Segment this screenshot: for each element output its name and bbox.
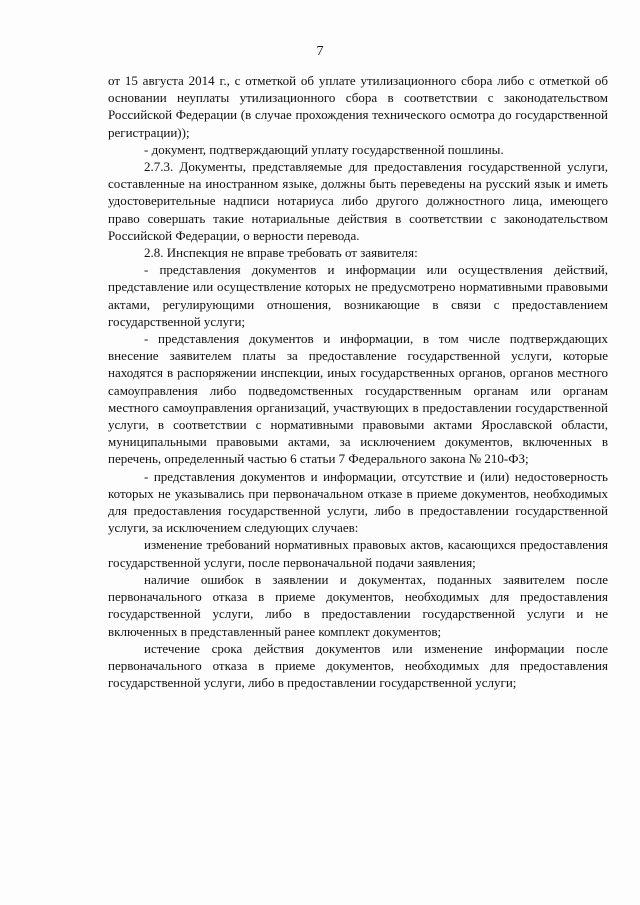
paragraph-case-regulation-change: изменение требований нормативных правовых актов, касающихся предоставления государственной услуги, после первоначальной подачи заявления; [108,537,608,570]
page-number: 7 [316,44,324,59]
paragraph-not-indicated-at-refusal: - представления документов и информации, отсутствие и (или) недостоверность которых не указывались при первоначальном отказе в приеме документов, необходимых для предоставления государственной услуги, либо в предоставлении государственной услуги, за исключением следующих случаев: [108,468,608,536]
paragraph-foreign-language-documents: 2.7.3. Документы, представляемые для предоставления государственной услуги, составленные на иностранном языке, должны быть переведены на русский язык и иметь удостоверительные надписи нотариуса либо другого должностного лица, имеющего право совершать такие нотариальные действия в соответствии с законодательством Российской Федерации, о верности перевода. [108,159,608,243]
paragraph-case-errors-in-application: наличие ошибок в заявлении и документах, поданных заявителем после первоначального отказа в приеме документов, необходимых для предоставления государственной услуги, либо в предоставлении государственной услуги и не включенных в представленный ранее комплект документов; [108,571,608,639]
document-body [108,72,608,691]
paragraph-documents-held-by-authorities: - представления документов и информации, в том числе подтверждающих внесение заявителем платы за предоставление государственной услуги, которые находятся в распоряжении инспекции, иных государственных органов, органов местного самоуправления либо подведомственных государственным органам или органам местного самоуправления организаций, участвующих в предоставлении государственной услуги, в соответствии с нормативными правовыми актами Ярославской области, муниципальными правовыми актами, за исключением документов, включенных в перечень, определенный частью 6 статьи 7 Федерального закона № 210-ФЗ; [108,331,608,467]
paragraph-case-document-expiry: истечение срока действия документов или изменение информации после первоначального отказа в приеме документов, необходимых для предоставления государственной услуги, либо в предоставлении государственной услуги; [108,640,608,691]
paragraph-vehicle-inspection-note: от 15 августа 2014 г., с отметкой об уплате утилизационного сбора либо с отметкой об основании неуплаты утилизационного сбора в соответствии с законодательством Российской Федерации (в случае прохождения технического осмотра до государственной регистрации)); [108,73,608,140]
paragraph-not-required-by-regulations: - представления документов и информации или осуществления действий, представление или осуществление которых не предусмотрено нормативными правовыми актами, регулирующими отношения, возникающие в связи с предоставлением государственной услуги; [108,262,608,329]
paragraph-inspection-may-not-require: 2.8. Инспекция не вправе требовать от заявителя: [144,245,418,261]
paragraph-state-fee-document: - документ, подтверждающий уплату государственной пошлины. [144,141,504,157]
